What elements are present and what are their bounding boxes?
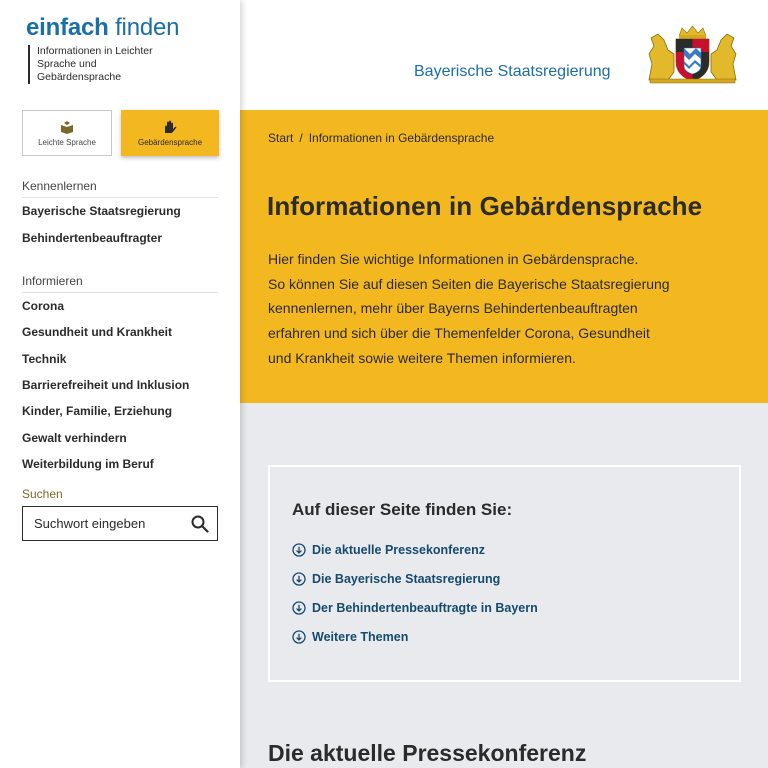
nav-heading-informieren: Informieren [22, 274, 83, 288]
intro-line: und Krankheit sowie weitere Themen informieren. [268, 349, 576, 366]
search-input[interactable] [24, 508, 184, 539]
search-icon[interactable] [191, 515, 209, 533]
search-box [22, 506, 218, 541]
intro-line: kennenlernen, mehr über Bayerns Behindertenbeauftragten [268, 300, 638, 317]
book-icon [59, 120, 75, 134]
page-title: Informationen in Gebärdensprache [267, 191, 703, 221]
toc-link-label: Weitere Themen [312, 630, 409, 644]
header [240, 0, 768, 110]
nav-item-weiterbildung[interactable]: Weiterbildung im Beruf [22, 457, 154, 471]
breadcrumb [268, 131, 494, 145]
logo-title: einfach finden [26, 14, 180, 41]
toc-link-pressekonferenz[interactable] [292, 543, 485, 557]
arrow-down-circle-icon [292, 630, 306, 644]
toc-link-label: Die aktuelle Pressekonferenz [312, 543, 485, 557]
hand-icon [162, 120, 178, 134]
intro-text [268, 247, 688, 371]
toc-link-label: Die Bayerische Staatsregierung [312, 572, 501, 586]
table-of-contents [268, 465, 741, 682]
toc-link-weitere-themen[interactable] [292, 630, 408, 644]
intro-line: So können Sie auf diesen Seiten die Bayerische Staatsregierung [268, 275, 670, 292]
arrow-down-circle-icon [292, 543, 306, 557]
nav-divider [22, 292, 218, 293]
breadcrumb-home-link[interactable]: Start [268, 131, 294, 145]
arrow-down-circle-icon [292, 572, 306, 586]
breadcrumb-current: Informationen in Gebärdensprache [308, 131, 495, 145]
gebaerdensprache-button[interactable] [121, 110, 219, 156]
logo-subtitle: Informationen in Leichter Sprache und Gebärdensprache [28, 45, 158, 84]
leichte-sprache-label: Leichte Sprache [38, 137, 96, 147]
nav-item-gesundheit[interactable]: Gesundheit und Krankheit [22, 325, 173, 339]
search-label: Suchen [22, 487, 63, 501]
sidebar [0, 0, 240, 768]
nav-item-corona[interactable]: Corona [22, 299, 64, 313]
hero-section [240, 110, 768, 403]
leichte-sprache-button[interactable] [22, 110, 112, 156]
nav-divider [22, 197, 218, 198]
toc-link-behindertenbeauftragte[interactable] [292, 601, 538, 615]
nav-heading-kennenlernen: Kennenlernen [22, 179, 97, 193]
toc-link-staatsregierung[interactable] [292, 572, 500, 586]
nav-item-behindertenbeauftragter[interactable]: Behindertenbeauftragter [22, 231, 163, 245]
nav-item-gewalt-verhindern[interactable]: Gewalt verhindern [22, 431, 127, 445]
coat-of-arms-icon [646, 24, 739, 84]
nav-item-kinder-familie[interactable]: Kinder, Familie, Erziehung [22, 404, 173, 418]
nav-item-barrierefreiheit[interactable]: Barrierefreiheit und Inklusion [22, 378, 190, 392]
site-logo[interactable] [26, 14, 179, 84]
nav-item-bayerische-staatsregierung[interactable]: Bayerische Staatsregierung [22, 204, 181, 218]
nav-item-technik[interactable]: Technik [22, 352, 67, 366]
government-name-link[interactable]: Bayerische Staatsregierung [414, 63, 611, 80]
gebaerdensprache-label: Gebärdensprache [137, 137, 203, 147]
intro-line: Hier finden Sie wichtige Informationen in Gebärdensprache. [268, 251, 639, 267]
breadcrumb-separator: / [299, 131, 303, 145]
intro-line: erfahren und sich über die Themenfelder Corona, Gesundheit [268, 325, 650, 342]
toc-link-label: Der Behindertenbeauftragte in Bayern [312, 601, 538, 615]
arrow-down-circle-icon [292, 601, 306, 615]
section-title-pressekonferenz: Die aktuelle Pressekonferenz [268, 740, 587, 766]
toc-title: Auf dieser Seite finden Sie: [292, 500, 513, 519]
